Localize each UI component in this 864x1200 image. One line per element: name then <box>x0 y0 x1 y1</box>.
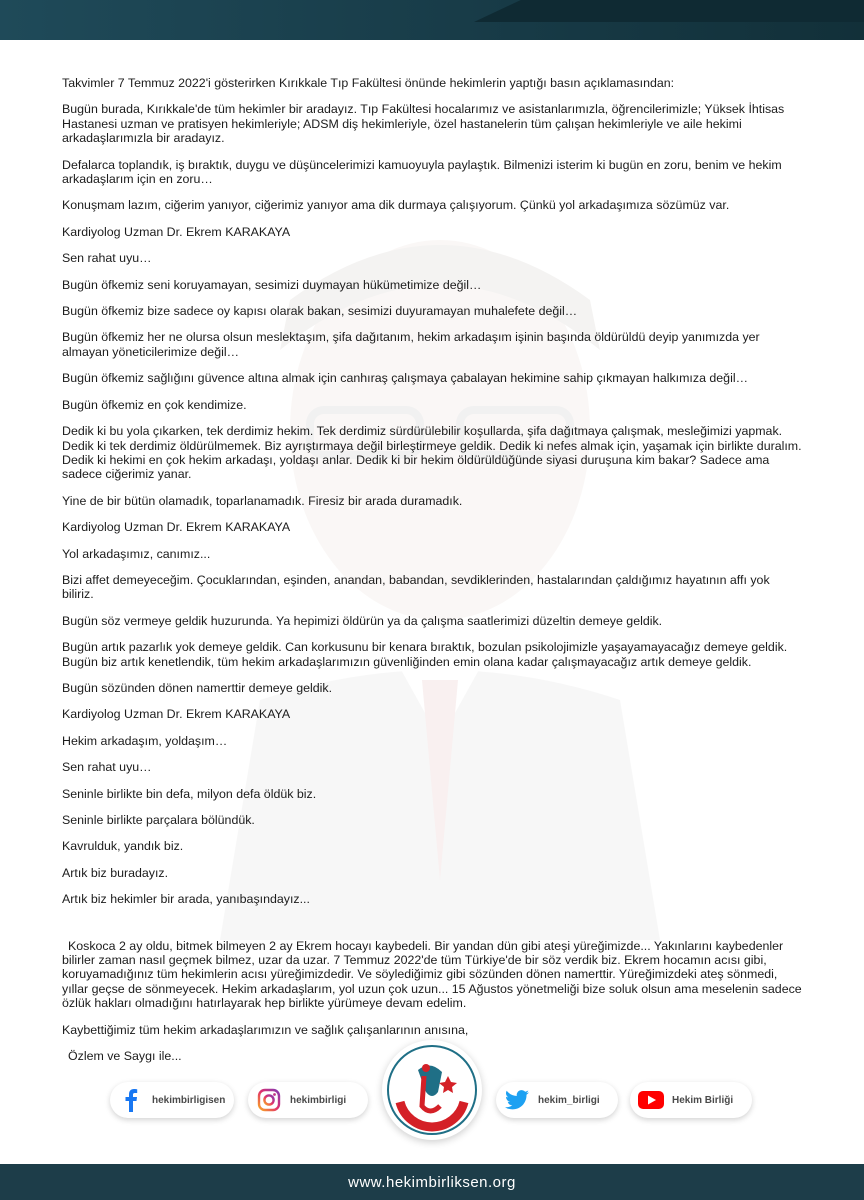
twitter-link[interactable] <box>496 1082 618 1118</box>
sign-off: Özlem ve Saygı ile... <box>68 1049 182 1064</box>
paragraph: Yol arkadaşımız, canımız... <box>62 546 211 561</box>
youtube-handle: Hekim Birliği <box>672 1094 734 1106</box>
closing-paragraph: Koskoca 2 ay oldu, bitmek bilmeyen 2 ay Ekrem hocayı kaybedeli. Bir yandan dün gibi ateşi yüreğimizde... Yakınlarını kaybedenler bilirler zaman nasıl geçmek bilmez, uzar da uzar. 7 Temmuz 2022'de tüm Türkiye'de bir söz verdik biz. Ekrem hocamın acısı gibi, koruyamadığınız tüm hekimlerin acısı yüreğimizdedir. Ve söylediğimiz gibi sözünden dönen namerttir. Yüreğimizdeki ateş sönmedi, yıllar geçse de sönmeyecek. Hekim arkadaşlarım, yol uzun çok uzun... 15 Ağustos yönetmeliği bize soluk olsun ama meselenin sadece özlük hakları olmadığını hatırlayarak hep birlikte yürümeye devam edelim. <box>62 938 802 1011</box>
paragraph: Sen rahat uyu… <box>62 760 152 775</box>
paragraph: Hekim arkadaşım, yoldaşım… <box>62 733 228 748</box>
paragraph: Bugün söz vermeye geldik huzurunda. Ya hepimizi öldürün ya da çalışma saatlerimizi düzeltin demeye geldik. <box>62 613 663 628</box>
paragraph: Konuşmam lazım, ciğerim yanıyor, ciğerimiz yanıyor ama dik durmaya çalışıyorum. Çünkü yol arkadaşımıza sözümüz var. <box>62 198 730 213</box>
paragraph: Seninle birlikte parçalara bölündük. <box>62 813 255 827</box>
paragraph: Bugün öfkemiz sağlığını güvence altına almak için canhıraş çalışmaya çabalayan hekimine sahip çıkmayan halkımıza değil… <box>62 371 748 386</box>
header-accent <box>474 0 864 22</box>
twitter-handle: hekim_birligi <box>538 1094 600 1106</box>
facebook-icon <box>118 1087 144 1113</box>
facebook-link[interactable] <box>110 1082 234 1118</box>
facebook-handle: hekimbirligisen <box>152 1094 226 1106</box>
signature-line: Kardiyolog Uzman Dr. Ekrem KARAKAYA <box>62 707 291 722</box>
paragraph: Bugün öfkemiz seni koruyamayan, sesimizi duymayan hükümetimize değil… <box>62 277 482 292</box>
twitter-icon <box>504 1087 530 1113</box>
paragraph: Bugün sözünden dönen namerttir demeye geldik. <box>62 680 333 695</box>
union-logo <box>382 1040 482 1140</box>
footer-website-link[interactable]: www.hekimbirliksen.org <box>348 1173 516 1191</box>
youtube-icon <box>638 1087 664 1113</box>
paragraph: Sen rahat uyu… <box>62 251 152 266</box>
paragraph: Bizi affet demeyeceğim. Çocuklarından, eşinden, anandan, babandan, sevdiklerinden, hastalarından çaldığımız hayatının affı yok biliriz. <box>62 572 770 602</box>
paragraph: Bugün artık pazarlık yok demeye geldik. Can korkusunu bir kenara bıraktık, bozulan psikolojimizle yaşayamayacağız demeye geldik. Bugün biz artık kenetlendik, tüm hekim arkadaşlarımızın güvenliğinden emin olana kadar çalışmayacağız artık demeye geldik. <box>62 640 788 669</box>
paragraph: Bugün öfkemiz en çok kendimize. <box>62 397 247 412</box>
signature-line: Kardiyolog Uzman Dr. Ekrem KARAKAYA <box>62 520 291 535</box>
paragraph: Yine de bir bütün olamadık, toparlanamadık. Firesiz bir arada duramadık. <box>62 493 463 508</box>
paragraph: Seninle birlikte bin defa, milyon defa öldük biz. <box>62 786 317 801</box>
signature-line: Kardiyolog Uzman Dr. Ekrem KARAKAYA <box>62 224 291 239</box>
paragraph: Bugün burada, Kırıkkale'de tüm hekimler bir aradayız. Tıp Fakültesi hocalarımız ve asistanlarımızla, öğrencilerimizle; Yüksek İhtisas Hastanesi uzman ve pratisyen hekimleriyle; ADSM diş hekimleriyle, özel hastanelerin tüm çalışan hekimleriyle ve aile hekimi arkadaşlarımızla bir aradayız. <box>62 102 785 146</box>
paragraph: Kavrulduk, yandık biz. <box>62 839 184 854</box>
paragraph: Defalarca toplandık, iş bıraktık, duygu ve düşüncelerimizi kamuoyuyla paylaştık. Bilmenizi isterim ki bugün en zoru, benim ve hekim arkadaşlarım için en zoru… <box>62 157 782 187</box>
paragraph: Artık biz buradayız. <box>62 865 169 880</box>
union-logo-icon <box>382 1040 482 1140</box>
paragraph: Bugün öfkemiz her ne olursa olsun meslektaşım, şifa dağıtanım, hekim arkadaşım işinin başında öldürüldü deyip yanımızda yer almayan yöneticilerimize değil… <box>62 330 760 359</box>
dedication: Kaybettiğimiz tüm hekim arkadaşlarımızın ve sağlık çalışanlarının anısına, <box>62 1022 469 1037</box>
footer-bar <box>0 1164 864 1200</box>
letter-body <box>62 76 802 1075</box>
instagram-icon <box>256 1087 282 1113</box>
paragraph: Bugün öfkemiz bize sadece oy kapısı olarak bakan, sesimizi duyuramayan muhalefete değil… <box>62 304 578 319</box>
instagram-handle: hekimbirligi <box>290 1094 347 1106</box>
youtube-link[interactable] <box>630 1082 752 1118</box>
paragraph: Artık biz hekimler bir arada, yanıbaşındayız... <box>62 892 310 907</box>
instagram-link[interactable] <box>248 1082 368 1118</box>
paragraph: Takvimler 7 Temmuz 2022'i gösterirken Kırıkkale Tıp Fakültesi önünde hekimlerin yaptığı basın açıklamasından: <box>62 76 675 90</box>
paragraph: Dedik ki bu yola çıkarken, tek derdimiz hekim. Tek derdimiz sürdürülebilir koşullarda, şifa dağıtmaya çalışmak, mesleğimizi yapmak. Dedik ki tek derdimiz öldürülmemek. Biz ayrıştırmaya değil birleştirmeye geldik. Dedik ki nefes almak için, yaşamak için birlikte duralım. Dedik ki hekimi en çok hekim arkadaşı, yoldaşı anlar. Dedik ki bir hekim öldürüldüğünde siyasi duruşuna kim bakar? Sadece ama sadece ciğerimiz yanar. <box>62 424 802 482</box>
